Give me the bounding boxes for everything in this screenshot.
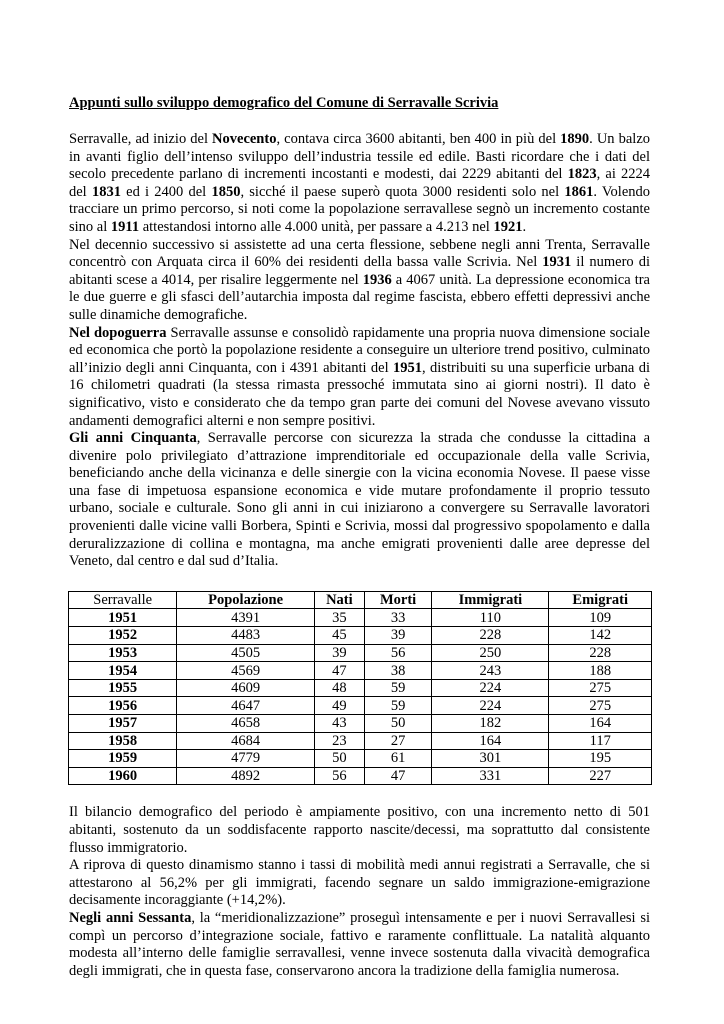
year-cell: 1958	[69, 732, 177, 750]
table-cell: 4647	[177, 697, 315, 715]
column-header: Nati	[314, 591, 364, 609]
text-segment: , Serravalle percorse con sicurezza la strada che condusse la cittadina a divenire polo privilegiato d’attrazione imprenditoriale ed occupazionale della valle Scrivia, beneficiando anche della vicinanza e delle sinergie con la vicina economia Novese. Il paese visse una fase di impetuosa espansione economica e vide mutare profondamente il proprio tessuto urbano, sociale e culturale. Sono gli anni in cui iniziarono a convergere su Serravalle lavoratori provenienti dalle vicine valli Borbera, Spinti e Scrivia, mossi dal progressivo spopolamento e dalla deruralizzazione di collina e montagna, ma anche emigrati provenienti dalle aree depresse del Veneto, dal centro e dal sud d’Italia.	[69, 430, 651, 570]
year-cell: 1954	[69, 662, 177, 680]
bold-text: Novecento	[212, 131, 277, 147]
bold-text: Gli anni Cinquanta	[69, 430, 197, 447]
text-segment: a 4067 unità. La depressione economica tra le due guerre e gli sfasci dell’autarchia imposta dal regime fascista, ebbero effetti depressivi anche sulle dinamiche demografiche.	[69, 271, 650, 323]
table-cell: 182	[432, 715, 549, 733]
table-row	[69, 662, 652, 680]
text-segment: Serravalle assunse e consolidò rapidamente una propria nuova dimensione sociale ed economica che portò la popolazione residente a conseguire un ulteriore trend positivo, culminato all’inizio degli anni Cinquanta, con i 4391 abitanti del	[69, 324, 650, 376]
table-cell: 61	[364, 750, 431, 768]
document-title: Appunti sullo sviluppo demografico del Comune di Serravalle Scrivia	[69, 95, 499, 111]
table-cell: 224	[432, 697, 549, 715]
table-cell: 38	[364, 662, 431, 680]
text-segment: ed i 2400 del	[120, 183, 212, 200]
year-cell: 1960	[69, 767, 177, 785]
table-header-row	[69, 591, 652, 609]
table-row	[69, 697, 652, 715]
table-cell: 4483	[177, 627, 315, 645]
column-header: Popolazione	[177, 591, 315, 609]
column-header: Serravalle	[69, 591, 177, 609]
table-cell: 227	[549, 767, 652, 785]
table-cell: 110	[432, 609, 549, 627]
year-cell: 1956	[69, 697, 177, 715]
column-header: Immigrati	[432, 591, 549, 609]
table-cell: 188	[549, 662, 652, 680]
table-body	[69, 609, 652, 785]
text-segment: .	[522, 218, 527, 235]
table-cell: 228	[432, 627, 549, 645]
table-cell: 224	[432, 679, 549, 697]
bold-text: 1931	[542, 254, 572, 271]
table-cell: 4892	[177, 767, 315, 785]
year-cell: 1952	[69, 627, 177, 645]
bold-text: Nel dopoguerra	[69, 324, 167, 341]
bold-text: 1823	[567, 166, 597, 183]
table-cell: 49	[314, 697, 364, 715]
table-cell: 43	[314, 715, 364, 733]
table-cell: 50	[364, 715, 431, 733]
table-row	[69, 644, 652, 662]
paragraph	[69, 131, 650, 237]
text-segment: Il bilancio demografico del periodo è ampiamente positivo, con una incremento netto di 501 abitanti, sostenuto da un soddisfacente rapporto nascite/decessi, ma soprattutto dal consistente flusso immigratorio.	[69, 804, 650, 856]
table-cell: 47	[314, 662, 364, 680]
intro-paragraphs	[69, 131, 650, 571]
table-cell: 39	[364, 627, 431, 645]
year-cell: 1951	[69, 609, 177, 627]
paragraph	[69, 910, 650, 980]
column-header: Emigrati	[549, 591, 652, 609]
table-cell: 164	[549, 715, 652, 733]
bold-text: 1850	[211, 183, 241, 200]
text-segment: , la “meridionalizzazione” proseguì intensamente e per i nuovi Serravallesi si compì un percorso d’integrazione sociale, fattivo e raramente conflittuale. La natalità alquanto modesta all’interno delle famiglie serravallesi, venne invece sostenuta dalla vivacità demografica degli immigrati, che in questa fase, conservarono ancora la tradizione della famiglia numerosa.	[69, 909, 650, 979]
year-cell: 1953	[69, 644, 177, 662]
table-cell: 27	[364, 732, 431, 750]
table-row	[69, 750, 652, 768]
table-cell: 4684	[177, 732, 315, 750]
paragraph	[69, 325, 650, 431]
table-cell: 47	[364, 767, 431, 785]
table-row	[69, 679, 652, 697]
table-cell: 243	[432, 662, 549, 680]
table-row	[69, 732, 652, 750]
table-cell: 331	[432, 767, 549, 785]
table-cell: 4609	[177, 679, 315, 697]
closing-paragraphs	[69, 804, 650, 980]
table-cell: 45	[314, 627, 364, 645]
bold-text: 1936	[362, 271, 392, 288]
text-segment: . Un balzo in avanti figlio dell’intenso sviluppo dell’industria tessile ed edile. Basti ricordare che i dati del secolo precedente parlano di incrementi incostanti e modesti, dai 2229 abitanti del	[69, 131, 651, 183]
table-cell: 275	[549, 679, 652, 697]
table-cell: 33	[364, 609, 431, 627]
text-segment: il numero di abitanti scese a 4014, per risalire leggermente nel	[69, 254, 650, 288]
table-cell: 4569	[177, 662, 315, 680]
table-cell: 142	[549, 627, 652, 645]
table-cell: 275	[549, 697, 652, 715]
text-segment: . Volendo tracciare un primo percorso, si noti come la popolazione serravallese segnò un incremento costante sino al	[69, 183, 651, 235]
bold-text: 1911	[110, 218, 140, 235]
table-cell: 4658	[177, 715, 315, 733]
table-row	[69, 715, 652, 733]
paragraph	[69, 857, 650, 910]
table-row	[69, 627, 652, 645]
table-cell: 59	[364, 679, 431, 697]
text-segment: , distribuiti su una superficie urbana di 16 chilometri quadrati (la stessa rimasta pressoché immutata sino ai giorni nostri). Il dato è significativo, visto e considerato che da tempo gran parte dei comuni del Novese avevano vissuto andamenti demografici alterni e non sempre positivi.	[69, 359, 650, 429]
text-segment: Nel decennio successivo si assistette ad una certa flessione, sebbene negli anni Trenta, Serravalle concentrò con Arquata circa il 60% dei residenti della bassa valle Scrivia. Nel	[69, 236, 650, 271]
table-cell: 109	[549, 609, 652, 627]
table-cell: 4391	[177, 609, 315, 627]
bold-text: 1890	[560, 131, 590, 147]
table-cell: 117	[549, 732, 652, 750]
text-segment: , contava circa 3600 abitanti, ben 400 in più del	[276, 131, 561, 147]
table-cell: 59	[364, 697, 431, 715]
table-cell: 35	[314, 609, 364, 627]
population-table	[68, 591, 652, 786]
text-segment: A riprova di questo dinamismo stanno i tassi di mobilità medi annui registrati a Serravalle, che si attestarono al 56,2% per gli immigrati, facendo segnare un saldo immigrazione-emigrazione decisamente incoraggiante (+14,2%).	[69, 857, 650, 909]
text-segment: Serravalle, ad inizio del	[69, 131, 213, 147]
table-cell: 250	[432, 644, 549, 662]
table-cell: 56	[364, 644, 431, 662]
text-segment: , ai 2224 del	[69, 166, 650, 200]
table-cell: 56	[314, 767, 364, 785]
table-cell: 4505	[177, 644, 315, 662]
table-cell: 301	[432, 750, 549, 768]
table-cell: 39	[314, 644, 364, 662]
table-cell: 23	[314, 732, 364, 750]
table-cell: 48	[314, 679, 364, 697]
table-row	[69, 609, 652, 627]
table-cell: 195	[549, 750, 652, 768]
table-row	[69, 767, 652, 785]
column-header: Morti	[364, 591, 431, 609]
bold-text: 1951	[393, 359, 423, 376]
paragraph	[69, 430, 650, 571]
table-cell: 4779	[177, 750, 315, 768]
text-segment: , sicché il paese superò quota 3000 residenti solo nel	[240, 183, 565, 200]
year-cell: 1955	[69, 679, 177, 697]
bold-text: 1831	[91, 183, 121, 200]
paragraph	[69, 804, 650, 857]
table-cell: 50	[314, 750, 364, 768]
bold-text: 1861	[564, 183, 594, 200]
year-cell: 1957	[69, 715, 177, 733]
table-cell: 228	[549, 644, 652, 662]
table-cell: 164	[432, 732, 549, 750]
year-cell: 1959	[69, 750, 177, 768]
text-segment: attestandosi intorno alle 4.000 unità, per passare a 4.213 nel	[139, 218, 494, 235]
bold-text: Negli anni Sessanta	[69, 909, 192, 926]
paragraph	[69, 237, 650, 325]
bold-text: 1921	[493, 218, 523, 235]
document-page	[69, 94, 650, 980]
